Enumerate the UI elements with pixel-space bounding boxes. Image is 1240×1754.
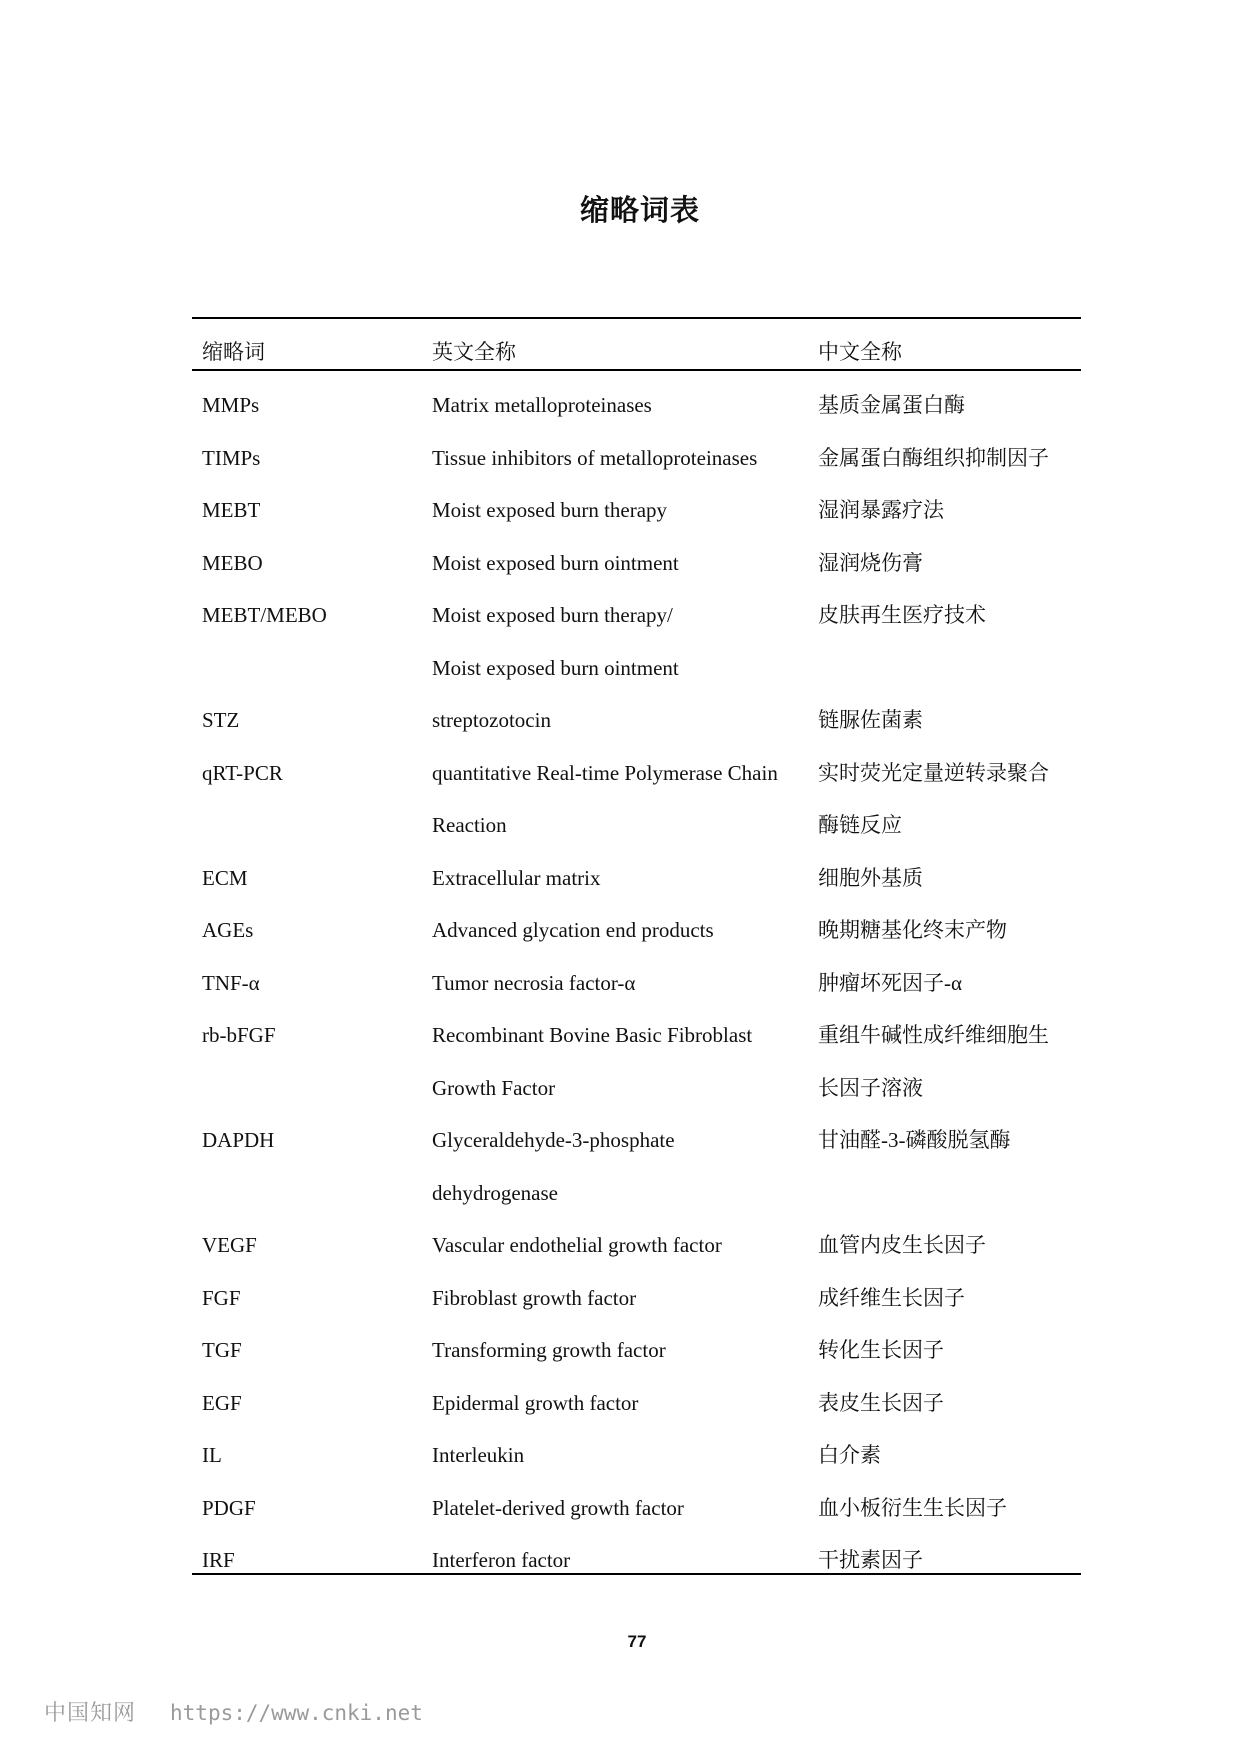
english-name-cell: Tissue inhibitors of metalloproteinases: [432, 445, 758, 470]
table-row: [0, 1324, 1240, 1377]
chinese-name-cell: 链脲佐菌素: [818, 708, 923, 732]
table-row: [0, 1377, 1240, 1430]
abbreviation-cell: DAPDH: [202, 1128, 275, 1152]
chinese-name-cell: 晚期糖基化终末产物: [818, 918, 1007, 942]
chinese-name-cell: 成纤维生长因子: [818, 1285, 965, 1310]
english-name-cell: Tumor necrosia factor-α: [432, 970, 636, 995]
chinese-name-cell: 重组牛碱性成纤维细胞生: [818, 1023, 1049, 1047]
table-row: [0, 904, 1240, 957]
table-row: [0, 484, 1240, 537]
abbreviation-cell: MEBO: [202, 550, 263, 575]
table-row: [0, 1272, 1240, 1325]
abbreviation-cell: qRT-PCR: [202, 760, 283, 785]
abbreviation-cell: MMPs: [202, 393, 260, 417]
chinese-name-cell: 金属蛋白酶组织抑制因子: [818, 445, 1049, 470]
chinese-name-cell: 干扰素因子: [818, 1548, 923, 1572]
english-name-cell: Interleukin: [432, 1443, 525, 1467]
header-english-name: 英文全称: [432, 340, 516, 364]
table-row: [0, 852, 1240, 905]
abbreviation-cell: IRF: [202, 1548, 235, 1572]
chinese-name-cell: 实时荧光定量逆转录聚合: [818, 760, 1049, 785]
english-name-cell: Reaction: [432, 813, 507, 837]
english-name-cell: Epidermal growth factor: [432, 1390, 639, 1415]
abbreviation-table: [0, 379, 1240, 1587]
chinese-name-cell: 皮肤再生医疗技术: [818, 603, 986, 627]
chinese-name-cell: 基质金属蛋白酶: [818, 393, 965, 417]
english-name-cell: Recombinant Bovine Basic Fibroblast: [432, 1023, 753, 1047]
english-name-cell: Moist exposed burn ointment: [432, 655, 679, 680]
chinese-name-cell: 湿润暴露疗法: [818, 498, 944, 522]
table-top-rule: [192, 317, 1081, 319]
chinese-name-cell: 肿瘤坏死因子-α: [818, 970, 962, 995]
chinese-name-cell: 转化生长因子: [818, 1338, 944, 1362]
table-row: [0, 694, 1240, 747]
english-name-cell: Transforming growth factor: [432, 1338, 666, 1362]
header-abbreviation: 缩略词: [202, 340, 265, 364]
table-row: [0, 379, 1240, 432]
abbreviation-cell: PDGF: [202, 1495, 256, 1520]
chinese-name-cell: 细胞外基质: [818, 865, 923, 890]
abbreviation-cell: TIMPs: [202, 445, 261, 470]
page-title: 缩略词表: [579, 193, 700, 227]
abbreviation-cell: FGF: [202, 1285, 241, 1310]
abbreviation-cell: rb-bFGF: [202, 1023, 276, 1047]
abbreviation-cell: STZ: [202, 708, 240, 732]
chinese-name-cell: 酶链反应: [818, 813, 902, 837]
table-row: [0, 537, 1240, 590]
english-name-cell: streptozotocin: [432, 708, 551, 732]
english-name-cell: Moist exposed burn therapy/: [432, 603, 673, 627]
header-chinese-name: 中文全称: [818, 340, 902, 364]
chinese-name-cell: 血小板衍生生长因子: [818, 1495, 1007, 1520]
table-bottom-rule: [192, 1573, 1081, 1575]
english-name-cell: Glyceraldehyde-3-phosphate: [432, 1128, 675, 1152]
watermark-text: 中国知网: [44, 1701, 137, 1726]
english-name-cell: Growth Factor: [432, 1075, 556, 1100]
abbreviation-cell: TNF-α: [202, 970, 260, 995]
english-name-cell: Matrix metalloproteinases: [432, 393, 652, 417]
english-name-cell: Fibroblast growth factor: [432, 1285, 637, 1310]
abbreviation-cell: VEGF: [202, 1233, 257, 1257]
chinese-name-cell: 白介素: [818, 1443, 881, 1467]
table-row: [0, 1219, 1240, 1272]
english-name-cell: quantitative Real-time Polymerase Chain: [432, 760, 778, 785]
cnki-watermark: [44, 1696, 423, 1727]
table-row: [0, 1009, 1240, 1062]
abbreviation-cell: EGF: [202, 1390, 242, 1415]
table-header-rule: [192, 369, 1081, 371]
chinese-name-cell: 血管内皮生长因子: [818, 1233, 986, 1257]
english-name-cell: dehydrogenase: [432, 1180, 558, 1205]
table-row: [0, 589, 1240, 642]
page-number: 77: [627, 1632, 647, 1651]
english-name-cell: Vascular endothelial growth factor: [432, 1233, 722, 1257]
chinese-name-cell: 长因子溶液: [818, 1075, 923, 1100]
table-row: [0, 747, 1240, 800]
table-row: [0, 1429, 1240, 1482]
english-name-cell: Advanced glycation end products: [432, 918, 714, 942]
abbreviation-cell: MEBT: [202, 498, 261, 522]
abbreviation-cell: IL: [202, 1443, 222, 1467]
table-row: [0, 1167, 1240, 1220]
table-row: [0, 1062, 1240, 1115]
english-name-cell: Platelet-derived growth factor: [432, 1495, 684, 1520]
abbreviation-cell: AGEs: [202, 918, 254, 942]
table-row: [0, 432, 1240, 485]
chinese-name-cell: 表皮生长因子: [818, 1390, 944, 1415]
english-name-cell: Interferon factor: [432, 1548, 571, 1572]
english-name-cell: Moist exposed burn ointment: [432, 550, 679, 575]
table-row: [0, 1534, 1240, 1587]
abbreviation-cell: ECM: [202, 865, 248, 890]
table-row: [0, 1114, 1240, 1167]
table-row: [0, 1482, 1240, 1535]
table-row: [0, 642, 1240, 695]
watermark-url: https://www.cnki.net: [170, 1701, 423, 1725]
english-name-cell: Extracellular matrix: [432, 865, 601, 890]
chinese-name-cell: 湿润烧伤膏: [818, 550, 923, 575]
table-row: [0, 799, 1240, 852]
abbreviation-cell: MEBT/MEBO: [202, 603, 327, 627]
english-name-cell: Moist exposed burn therapy: [432, 498, 668, 522]
table-row: [0, 957, 1240, 1010]
abbreviation-cell: TGF: [202, 1338, 242, 1362]
chinese-name-cell: 甘油醛-3-磷酸脱氢酶: [818, 1128, 1011, 1152]
